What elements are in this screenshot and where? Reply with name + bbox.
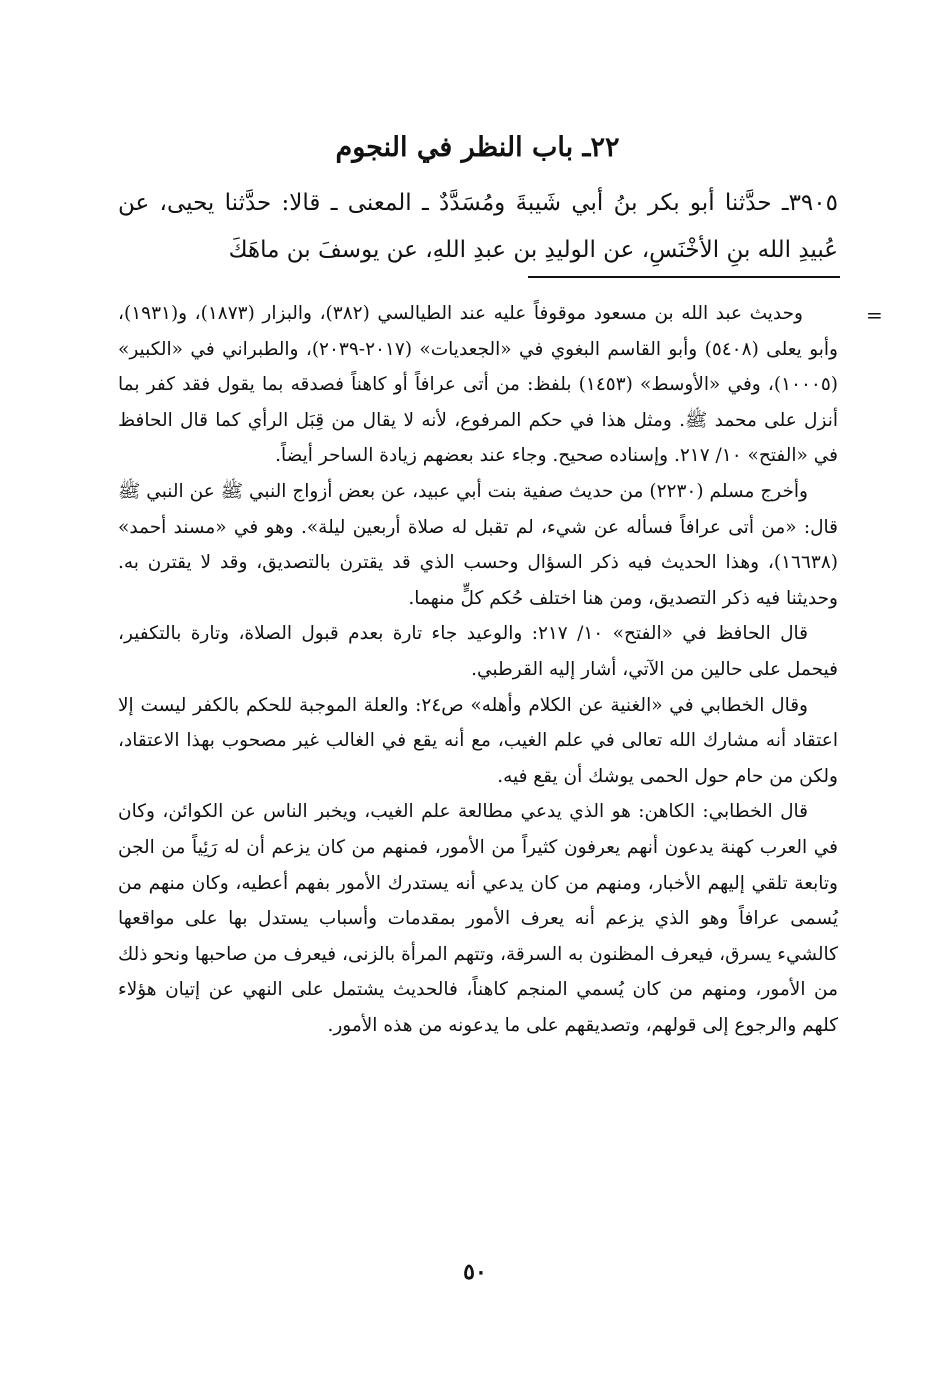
- footnote-paragraph-2: وأخرج مسلم (٢٢٣٠) من حديث صفية بنت أبي عبيد، عن بعض أزواج النبي ﷺ عن النبي ﷺ قال: «من أتى عرافاً فسأله عن شيء، لم تقبل له صلاة أربعين ليلة». وهو في «مسند أحمد» (١٦٦٣٨)، وهذا الحديث فيه ذكر السؤال وحسب الذي قد يقترن بالتصديق، وقد لا يقترن به. وحديثنا فيه ذكر التصديق، ومن هنا اختلف حُكم كلٍّ منهما.: [118, 480, 838, 609]
- hadith-body: [118, 180, 838, 274]
- footnote-paragraph-4: وقال الخطابي في «الغنية عن الكلام وأهله» ص٢٤: والعلة الموجبة للحكم بالكفر ليست إلا اعتقاد أنه مشارك الله تعالى في علم الغيب، مع أنه يقع في الغالب غير مصحوب بهذا الاعتقاد، ولكن من حام حول الحمى يوشك أن يقع فيه.: [118, 694, 838, 787]
- footnote-continuation-marker: =: [866, 303, 883, 327]
- footnote-paragraph-5: قال الخطابي: الكاهن: هو الذي يدعي مطالعة علم الغيب، ويخبر الناس عن الكوائن، وكان في العرب كهنة يدعون أنهم يعرفون كثيراً من الأمور، فمنهم من كان يزعم أن له رَئِياً من الجن وتابعة تلقي إليهم الأخبار، ومنهم من كان يدعي أنه يستدرك الأمور بفهم أعطيه، وكان منهم من يُسمى عرافاً وهو الذي يزعم أنه يعرف الأمور بمقدمات وأسباب يستدل بها على مواقعها كالشيء يسرق، فيعرف المظنون به السرقة، وتتهم المرأة بالزنى، فيعرف من صاحبها ونحو ذلك من الأمور، ومنهم من كان يُسمي المنجم كاهناً، فالحديث يشتمل على النهي عن إتيان هؤلاء كلهم والرجوع إلى قولهم، وتصديقهم على ما يدعونه من هذه الأمور.: [118, 801, 838, 1036]
- footnote-paragraph-3: قال الحافظ في «الفتح» ١٠/ ٢١٧: والوعيد جاء تارة بعدم قبول الصلاة، وتارة بالتكفير، فيحمل على حالين من الآتي، أشار إليه القرطبي.: [118, 623, 838, 680]
- footnote-separator-rule: [528, 276, 840, 278]
- hadith-text: ٣٩٠٥ـ حدَّثنا أبو بكر بنُ أبي شَيبةَ ومُسَدَّدٌ ـ المعنى ـ قالا: حدَّثنا يحيى، عن عُبيدِ الله بنِ الأخْنَسِ، عن الوليدِ بن عبدِ اللهِ، عن يوسفَ بن ماهَكَ: [118, 190, 838, 263]
- chapter-heading: ٢٢ـ باب النظر في النجوم: [335, 132, 620, 163]
- page-number: ٥٠: [463, 1259, 487, 1285]
- footnotes: [118, 296, 838, 1043]
- footnote-paragraph-1: وحديث عبد الله بن مسعود موقوفاً عليه عند الطيالسي (٣٨٢)، والبزار (١٨٧٣)، و(١٩٣١)، وأبو يعلى (٥٤٠٨) وأبو القاسم البغوي في «الجعديات» (٢٠١٧-٢٠٣٩)، والطبراني في «الكبير» (١٠٠٠٥)، وفي «الأوسط» (١٤٥٣) بلفظ: من أتى عرافاً أو كاهناً فصدقه بما يقول فقد كفر بما أنزل على محمد ﷺ. ومثل هذا في حكم المرفوع، لأنه لا يقال من قِبَل الرأي كما قال الحافظ في «الفتح» ١٠/ ٢١٧. وإسناده صحيح. وجاء عند بعضهم زيادة الساحر أيضاً.: [118, 303, 838, 467]
